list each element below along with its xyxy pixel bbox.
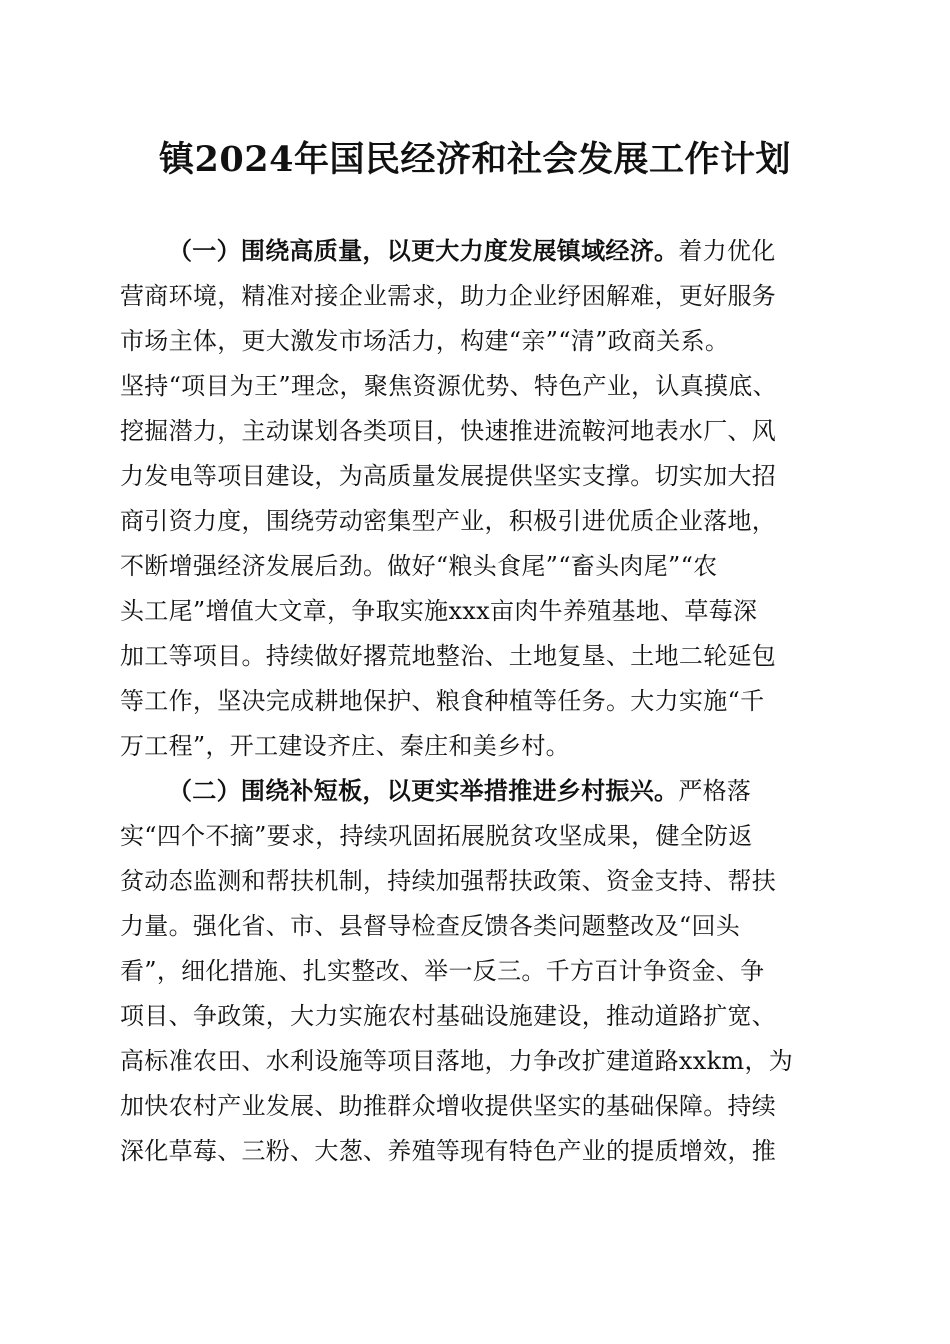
paragraph-line: 挖掘潜力，主动谋划各类项目，快速推进流鞍河地表水厂、风: [120, 417, 777, 445]
paragraph-line: 坚持“项目为王”理念，聚焦资源优势、特色产业，认真摸底、: [120, 372, 777, 400]
section-2-first-line: [168, 773, 751, 809]
paragraph-line: 项目、争政策，大力实施农村基础设施建设，推动道路扩宽、: [120, 1002, 777, 1030]
paragraph-line: 贫动态监测和帮扶机制，持续加强帮扶政策、资金支持、帮扶: [120, 867, 777, 895]
paragraph-line: 商引资力度，围绕劳动密集型产业，积极引进优质企业落地，: [120, 507, 777, 535]
paragraph-line: 力发电等项目建设，为高质量发展提供坚实支撑。切实加大招: [120, 462, 777, 490]
paragraph-line: 深化草莓、三粉、大葱、养殖等现有特色产业的提质增效，推: [120, 1137, 777, 1165]
paragraph-line: 市场主体，更大激发市场活力，构建“亲”“清”政商关系。: [120, 327, 730, 355]
paragraph-line: 头工尾”增值大文章，争取实施xxx亩肉牛养殖基地、草莓深: [120, 597, 758, 625]
paragraph-line: 万工程”，开工建设齐庄、秦庄和美乡村。: [120, 732, 570, 760]
paragraph-line: 加快农村产业发展、助推群众增收提供坚实的基础保障。持续: [120, 1092, 777, 1120]
paragraph-line: 力量。强化省、市、县督导检查反馈各类问题整改及“回头: [120, 912, 741, 940]
paragraph-line: 营商环境，精准对接企业需求，助力企业纾困解难，更好服务: [120, 282, 777, 310]
paragraph-line: 等工作，坚决完成耕地保护、粮食种植等任务。大力实施“千: [120, 687, 765, 715]
paragraph-line: 不断增强经济发展后劲。做好“粮头食尾”“畜头肉尾”“农: [120, 552, 718, 580]
paragraph-line: 高标准农田、水利设施等项目落地，力争改扩建道路xxkm，为: [120, 1047, 794, 1075]
paragraph-line: 看”，细化措施、扎实整改、举一反三。千方百计争资金、争: [120, 957, 765, 985]
section-1-heading: （一）围绕高质量，以更大力度发展镇域经济。: [168, 236, 679, 265]
section-2-heading: （二）围绕补短板，以更实举措推进乡村振兴。: [168, 776, 679, 805]
section-1-first-line: [168, 233, 776, 269]
paragraph-line: 加工等项目。持续做好撂荒地整治、土地复垦、土地二轮延包: [120, 642, 777, 670]
document-title: 镇2024年国民经济和社会发展工作计划: [159, 139, 791, 180]
section-1-text: 着力优化: [678, 237, 776, 265]
section-2-text: 严格落: [678, 777, 752, 805]
paragraph-line: 实“四个不摘”要求，持续巩固拓展脱贫攻坚成果，健全防返: [120, 822, 753, 850]
